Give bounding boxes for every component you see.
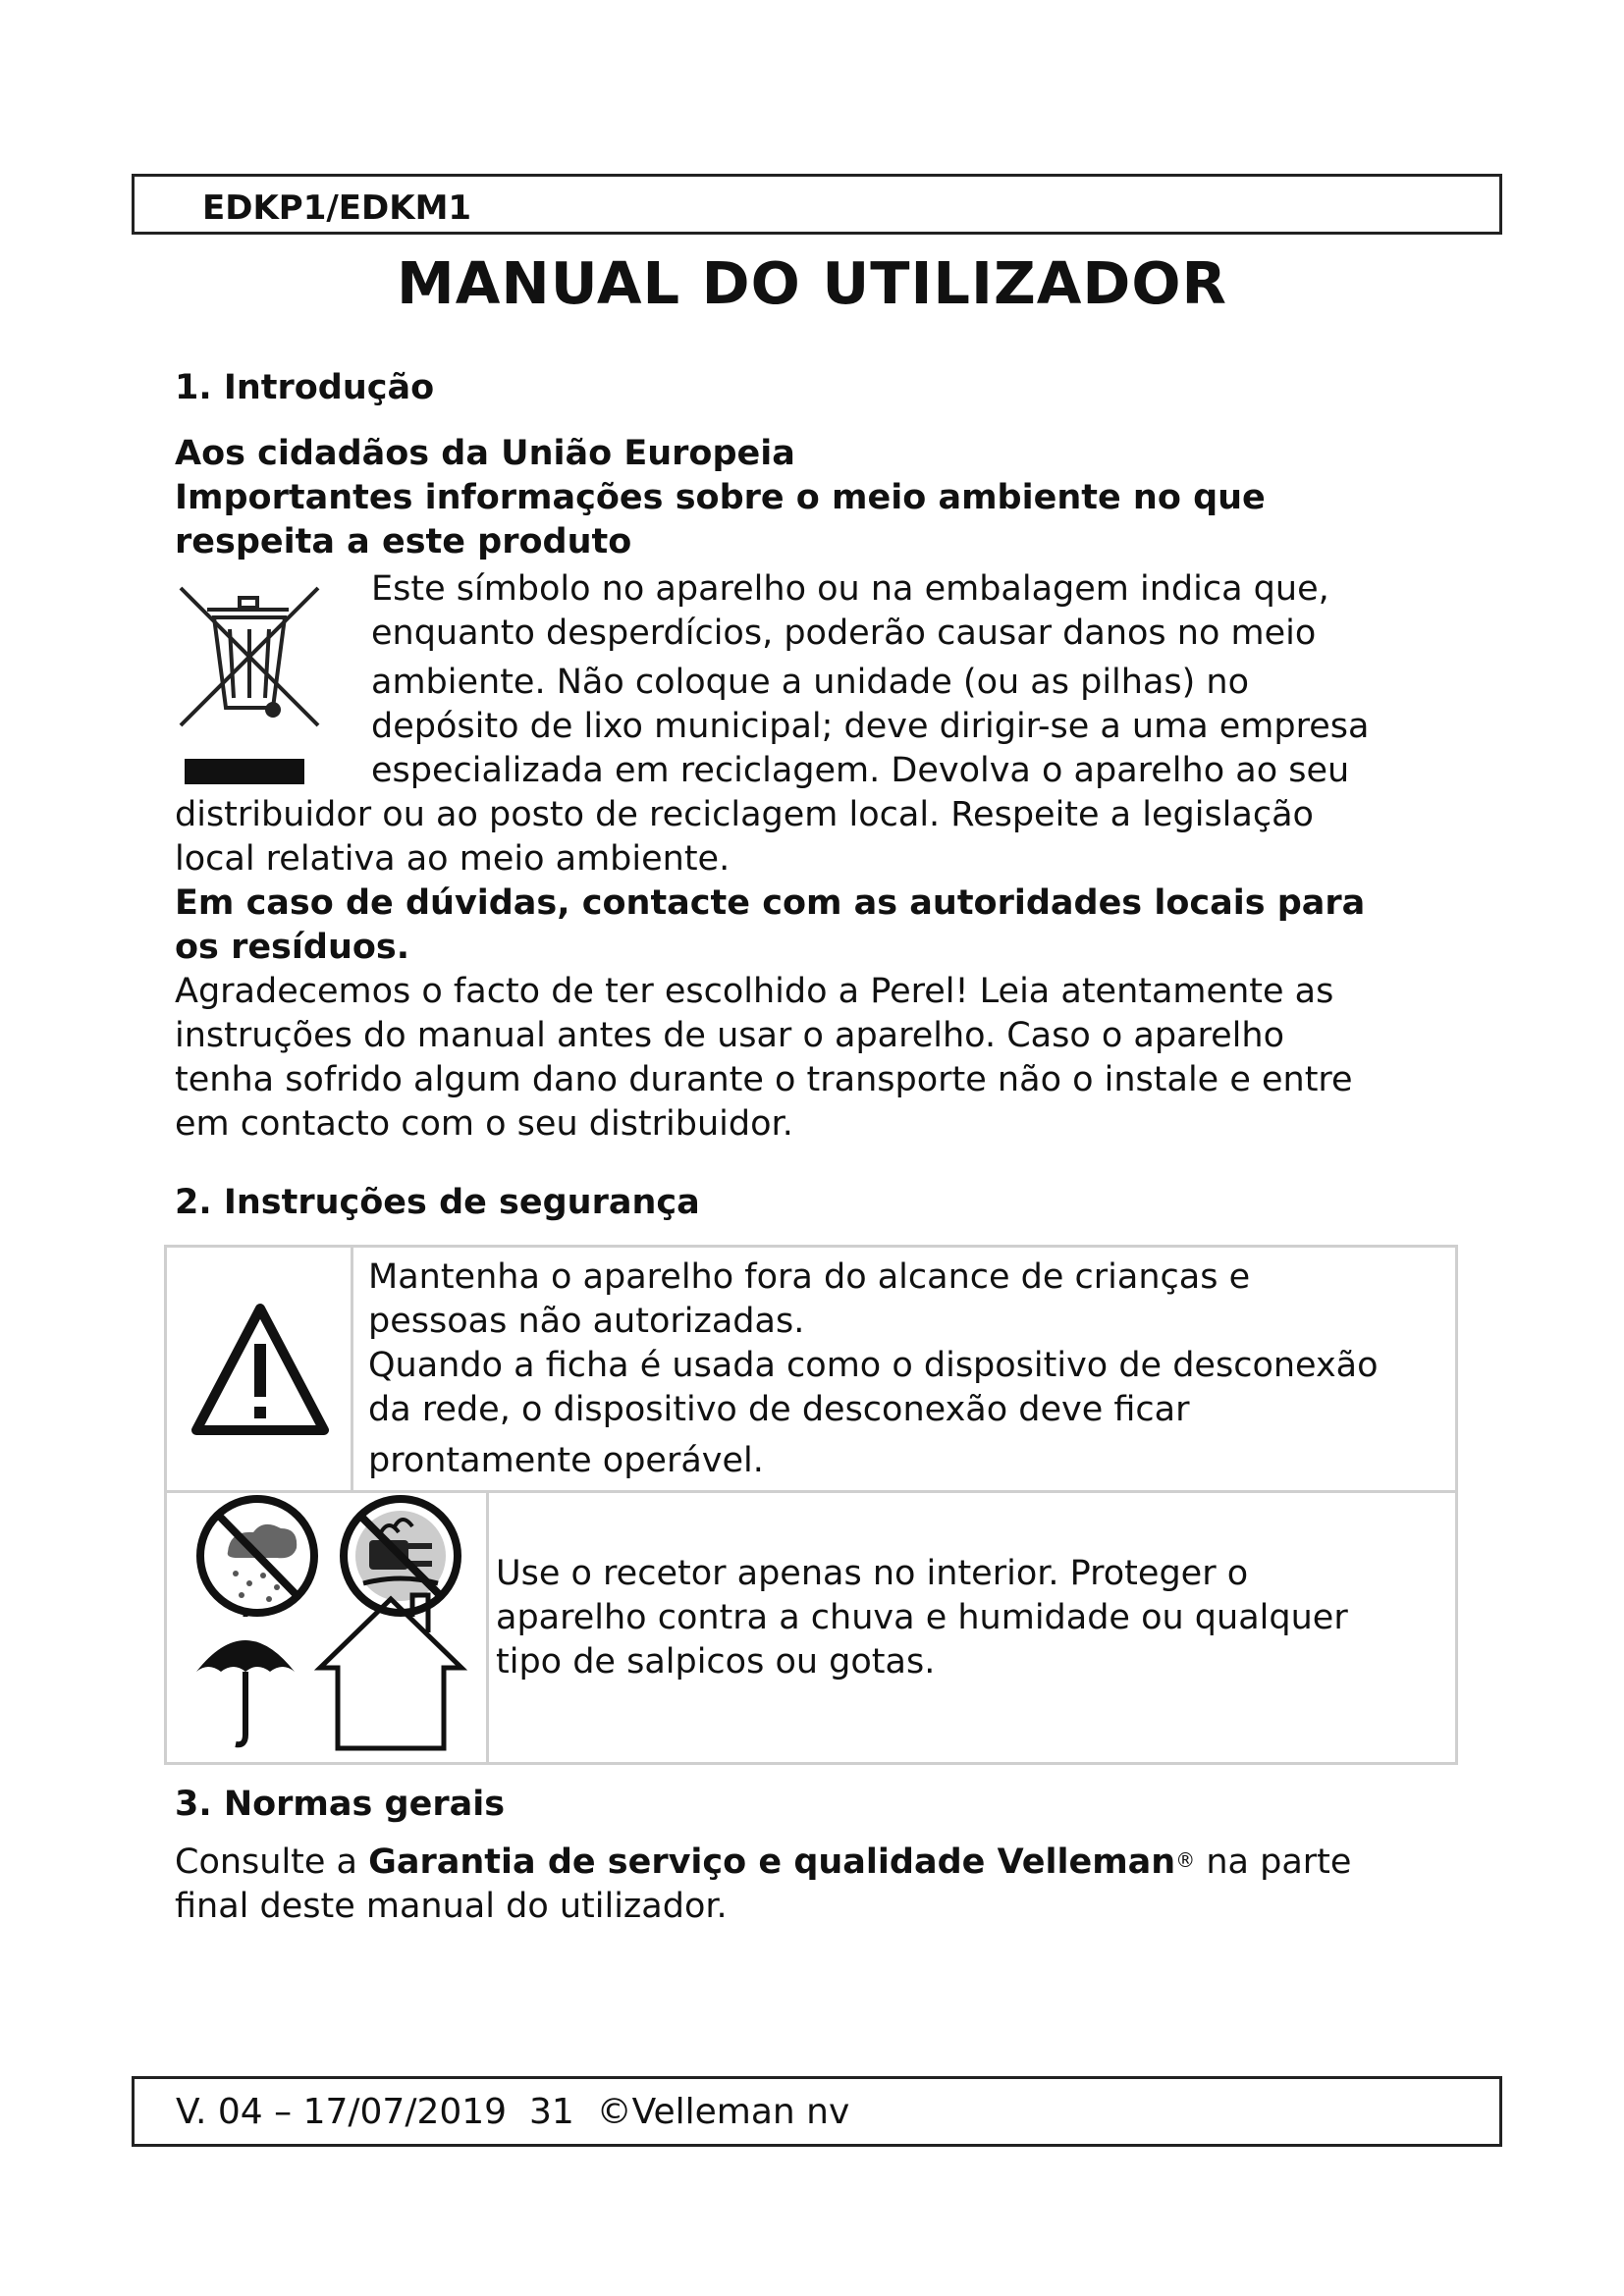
weee-line-3: ambiente. Não coloque a unidade (ou as pilhas) no: [371, 663, 1250, 702]
registered-mark: ®: [1175, 1848, 1196, 1872]
safety-text-1-line-2: pessoas não autorizadas.: [368, 1302, 805, 1341]
safety-row-children: [167, 1248, 1455, 1493]
safety-text-2-line-2: aparelho contra a chuva e humidade ou qualquer: [496, 1598, 1348, 1637]
crossed-bin-icon: [173, 580, 326, 791]
section-3-heading: 3. Normas gerais: [175, 1785, 506, 1824]
weee-cont-2: local relativa ao meio ambiente.: [175, 839, 731, 879]
warranty-reference: Garantia de serviço e qualidade Velleman: [368, 1842, 1176, 1882]
indoor-icons-cell: [167, 1493, 489, 1762]
safety-text-1-line-5: prontamente operável.: [368, 1441, 764, 1480]
eu-citizens-heading: Aos cidadãos da União Europeia: [175, 434, 795, 473]
footer-box: [132, 2076, 1502, 2147]
general-norms-line-2: final deste manual do utilizador.: [175, 1887, 728, 1926]
no-splash-icon: [344, 1499, 458, 1613]
thanks-line-4: em contacto com o seu distribuidor.: [175, 1104, 793, 1144]
warning-cell: [167, 1248, 353, 1490]
weee-line-4: depósito de lixo municipal; deve dirigir-se a uma empresa: [371, 707, 1370, 746]
weee-cont-1: distribuidor ou ao posto de reciclagem local. Respeite a legislação: [175, 795, 1314, 834]
footer-text: V. 04 – 17/07/2019 31 ©Velleman nv: [176, 2092, 850, 2132]
thanks-line-1: Agradecemos o facto de ter escolhido a Perel! Leia atentamente as: [175, 972, 1334, 1011]
safety-text-2-line-1: Use o recetor apenas no interior. Proteger o: [496, 1554, 1249, 1593]
general-norms-post: na parte: [1195, 1842, 1352, 1882]
general-norms-pre: Consulte a: [175, 1842, 369, 1882]
env-info-heading-2: respeita a este produto: [175, 522, 632, 561]
weee-line-2: enquanto desperdícios, poderão causar danos no meio: [371, 614, 1317, 653]
no-rain-icon: [200, 1499, 314, 1613]
page-title: MANUAL DO UTILIZADOR: [397, 249, 1227, 317]
safety-row-indoor: [167, 1493, 1455, 1762]
section-1-heading: 1. Introdução: [175, 368, 435, 407]
indoor-house-icon: [320, 1595, 461, 1748]
safety-text-1-line-1: Mantenha o aparelho fora do alcance de crianças e: [368, 1257, 1251, 1297]
thanks-line-2: instruções do manual antes de usar o aparelho. Caso o aparelho: [175, 1016, 1284, 1055]
warning-triangle-icon: [167, 1248, 353, 1490]
general-norms-line-1: [175, 1841, 1351, 1885]
doubts-line-1: Em caso de dúvidas, contacte com as autoridades locais para: [175, 883, 1366, 923]
safety-text-1-line-4: da rede, o dispositivo de desconexão deve ficar: [368, 1390, 1190, 1429]
umbrella-icon: [196, 1609, 295, 1744]
weee-line-5: especializada em reciclagem. Devolva o aparelho ao seu: [371, 751, 1350, 790]
weee-line-1: Este símbolo no aparelho ou na embalagem indica que,: [371, 569, 1329, 609]
model-number: EDKP1/EDKM1: [202, 188, 472, 228]
indoor-icons: [167, 1493, 489, 1762]
header-box: [132, 174, 1502, 235]
safety-table: [164, 1245, 1458, 1765]
env-info-heading-1: Importantes informações sobre o meio ambiente no que: [175, 478, 1266, 517]
safety-text-1-line-3: Quando a ficha é usada como o dispositivo de desconexão: [368, 1346, 1379, 1385]
safety-text-2-line-3: tipo de salpicos ou gotas.: [496, 1642, 936, 1682]
thanks-line-3: tenha sofrido algum dano durante o transporte não o instale e entre: [175, 1060, 1353, 1099]
doubts-line-2: os resíduos.: [175, 928, 410, 967]
section-2-heading: 2. Instruções de segurança: [175, 1183, 700, 1222]
